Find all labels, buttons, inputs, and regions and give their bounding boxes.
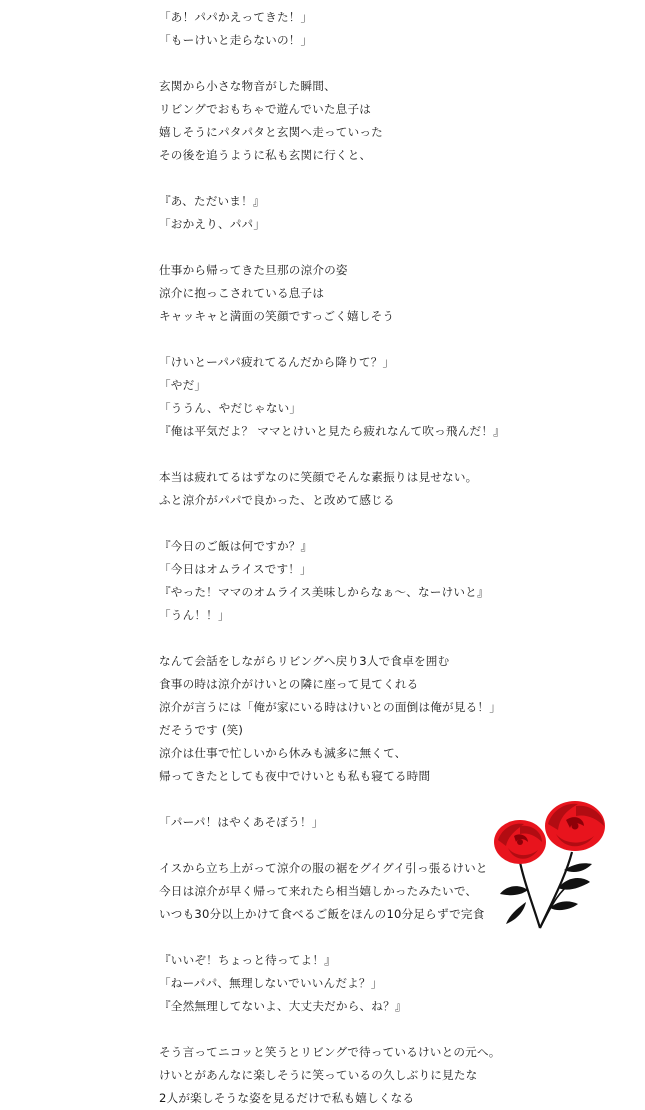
text-line: その後を追うように私も玄関に行くと、 [159, 148, 372, 162]
paragraph-gap [159, 52, 639, 75]
text-line: 帰ってきたとしても夜中でけいとも私も寝てる時間 [159, 769, 431, 783]
text-line: 涼介は仕事で忙しいから休みも滅多に無くて、 [159, 746, 407, 760]
text-line: いつも30分以上かけて食べるご飯をほんの10分足らずで完食 [159, 907, 485, 921]
paragraph-gap [159, 236, 639, 259]
text-line: 『全然無理してないよ、大丈夫だから、ね？』 [159, 999, 407, 1013]
paragraph-gap [159, 627, 639, 650]
text-line: 玄関から小さな物音がした瞬間、 [159, 79, 336, 93]
text-line: 仕事から帰ってきた旦那の涼介の姿 [159, 263, 348, 277]
red-roses-icon [480, 790, 630, 930]
text-line: そう言ってニコッと笑うとリビングで待っているけいとの元へ。 [159, 1045, 501, 1059]
text-line: キャッキャと満面の笑顔ですっごく嬉しそう [159, 309, 395, 323]
text-line: 本当は疲れてるはずなのに笑顔でそんな素振りは見せない。 [159, 470, 478, 484]
text-line: 涼介が言うには「俺が家にいる時はけいとの面倒は俺が見る！」 [159, 700, 502, 714]
text-line: 『あ、ただいま！』 [159, 194, 265, 208]
text-line: けいとがあんなに楽しそうに笑っているの久しぶりに見たな [159, 1068, 478, 1082]
text-line: 「けいとーパパ疲れてるんだから降りて？」 [159, 355, 395, 369]
text-line: 「ねーパパ、無理しないでいいんだよ？」 [159, 976, 383, 990]
text-line: 『俺は平気だよ？ ママとけいと見たら疲れなんて吹っ飛んだ！』 [159, 424, 505, 438]
text-line: 『いいぞ！ちょっと待ってよ！』 [159, 953, 336, 967]
text-line: 「ううん、やだじゃない」 [159, 401, 302, 415]
text-line: リビングでおもちゃで遊んでいた息子は [159, 102, 372, 116]
text-line: 『やった！ママのオムライス美味しからなぁ〜、なーけいと』 [159, 585, 489, 599]
text-line: 嬉しそうにパタパタと玄関へ走っていった [159, 125, 383, 139]
story-text [159, 6, 639, 1110]
text-line: なんて会話をしながらリビングへ戻り3人で食卓を囲む [159, 654, 450, 668]
text-line: 「あ！パパかえってきた！」 [159, 10, 313, 24]
text-line: 今日は涼介が早く帰って来れたら相当嬉しかったみたいで、 [159, 884, 478, 898]
paragraph-gap [159, 512, 639, 535]
text-line: 「うん！！」 [159, 608, 230, 622]
text-line: 「パーパ！はやくあそぼう！」 [159, 815, 324, 829]
text-line: イスから立ち上がって涼介の服の裾をグイグイ引っ張るけいと [159, 861, 488, 875]
text-line: ふと涼介がパパで良かった、と改めて感じる [159, 493, 395, 507]
paragraph-gap [159, 443, 639, 466]
paragraph-gap [159, 1018, 639, 1041]
text-line: 涼介に抱っこされている息子は [159, 286, 325, 300]
text-line: 食事の時は涼介がけいとの隣に座って見てくれる [159, 677, 419, 691]
text-line: だそうです (笑) [159, 723, 244, 737]
paragraph-gap [159, 328, 639, 351]
text-line: 『今日のご飯は何ですか？』 [159, 539, 313, 553]
text-line: 「やだ」 [159, 378, 207, 392]
text-line: 「今日はオムライスです！」 [159, 562, 312, 576]
text-line: 「もーけいと走らないの！」 [159, 33, 313, 47]
text-line: 2人が楽しそうな姿を見るだけで私も嬉しくなる [159, 1091, 415, 1105]
text-line: 「おかえり、パパ」 [159, 217, 266, 231]
paragraph-gap [159, 167, 639, 190]
